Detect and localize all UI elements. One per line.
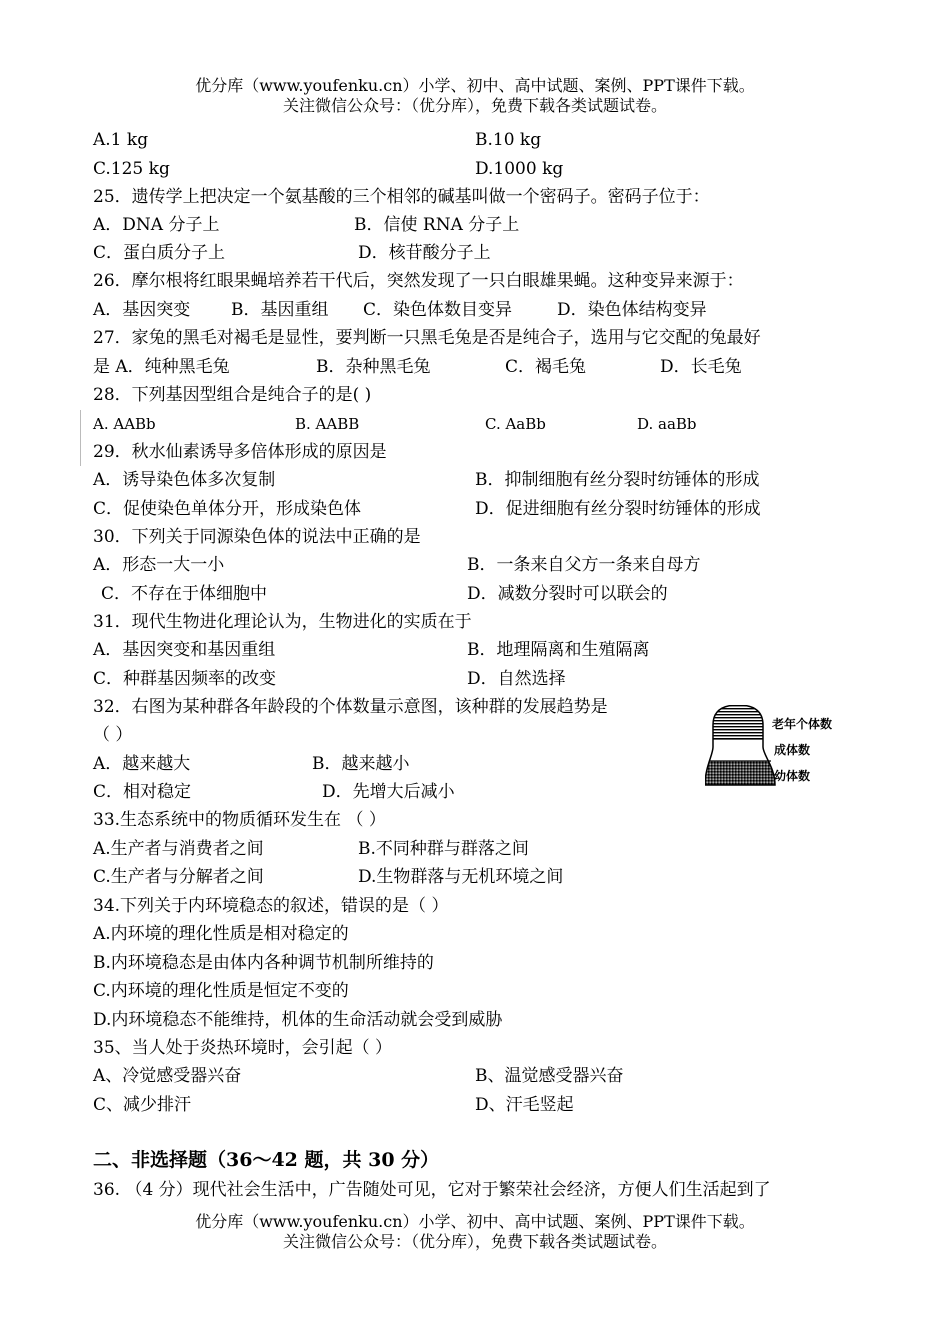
q29-option-a: A．诱导染色体多次复制 (93, 470, 276, 490)
q24-option-a: A.1 kg (93, 130, 149, 150)
q33-option-a: A.生产者与消费者之间 (93, 839, 264, 859)
pyramid-shape (705, 705, 777, 787)
q32-answer-paren: （ ） (93, 725, 133, 745)
q27-stem: 27．家兔的黑毛对褐毛是显性，要判断一只黑毛兔是否是纯合子，选用与它交配的兔最好 (93, 328, 761, 348)
q35-option-a: A、冷觉感受器兴奋 (93, 1066, 242, 1086)
pyramid-label-young: 幼体数 (774, 769, 811, 783)
q29-option-c: C．促使染色单体分开，形成染色体 (93, 499, 362, 519)
q26-option-a: A．基因突变 (93, 300, 191, 320)
q24-option-c: C.125 kg (93, 159, 170, 179)
q35-option-b: B、温觉感受器兴奋 (475, 1066, 624, 1086)
q31-option-c: C．种群基因频率的改变 (93, 669, 277, 689)
q24-option-d: D.1000 kg (475, 159, 564, 179)
q29-option-d: D．促进细胞有丝分裂时纺锤体的形成 (475, 499, 761, 519)
page-header-line1: 优分库（www.youfenku.cn）小学、初中、高中试题、案例、PPT课件下载。 (195, 76, 755, 95)
page-header-line2: 关注微信公众号：（优分库），免费下载各类试题试卷。 (282, 96, 667, 115)
q26-option-d: D．染色体结构变异 (557, 300, 707, 320)
q34-option-a: A.内环境的理化性质是相对稳定的 (93, 924, 349, 944)
q29-stem: 29．秋水仙素诱导多倍体形成的原因是 (93, 442, 387, 462)
section-2-title: 二、非选择题（36～42 题，共 30 分） (93, 1149, 440, 1171)
q32-option-c: C．相对稳定 (93, 782, 192, 802)
pyramid-young-layer (705, 761, 777, 787)
q25-option-d: D．核苷酸分子上 (358, 243, 491, 263)
q25-option-c: C．蛋白质分子上 (93, 243, 226, 263)
q32-stem: 32．右图为某种群各年龄段的个体数量示意图，该种群的发展趋势是 (93, 697, 608, 717)
q33-stem: 33.生态系统中的物质循环发生在 （ ） (93, 810, 386, 830)
q32-option-b: B．越来越小 (312, 754, 410, 774)
q35-stem: 35、当人处于炎热环境时，会引起（ ） (93, 1038, 393, 1058)
q34-stem: 34.下列关于内环境稳态的叙述，错误的是（ ） (93, 896, 449, 916)
page-footer-line1: 优分库（www.youfenku.cn）小学、初中、高中试题、案例、PPT课件下载。 (195, 1212, 755, 1231)
q35-option-c: C、减少排汗 (93, 1095, 192, 1115)
age-pyramid-figure (705, 705, 865, 787)
q31-option-a: A．基因突变和基因重组 (93, 640, 276, 660)
q32-option-d: D．先增大后减小 (322, 782, 455, 802)
q25-stem: 25．遗传学上把决定一个氨基酸的三个相邻的碱基叫做一个密码子。密码子位于： (93, 187, 710, 207)
pyramid-label-adult: 成体数 (774, 743, 811, 757)
q31-stem: 31．现代生物进化理论认为，生物进化的实质在于 (93, 612, 472, 632)
page-footer-line2: 关注微信公众号：（优分库），免费下载各类试题试卷。 (282, 1232, 667, 1251)
q27-option-c: C．褐毛兔 (505, 357, 587, 377)
q28-option-b: B. AABB (295, 415, 360, 433)
q28-option-c: C. AaBb (485, 415, 546, 433)
q25-option-b: B．信使 RNA 分子上 (354, 215, 520, 235)
q34-option-d: D.内环境稳态不能维持，机体的生命活动就会受到威胁 (93, 1010, 503, 1030)
q33-option-b: B.不同种群与群落之间 (358, 839, 529, 859)
q32-option-a: A．越来越大 (93, 754, 191, 774)
q35-option-d: D、汗毛竖起 (475, 1095, 574, 1115)
q28-option-a: A. AABb (93, 415, 156, 433)
q34-option-c: C.内环境的理化性质是恒定不变的 (93, 981, 349, 1001)
pyramid-old-layer (705, 705, 777, 739)
pyramid-label-old: 老年个体数 (772, 717, 833, 731)
q24-option-b: B.10 kg (475, 130, 542, 150)
q28-option-d: D. aaBb (637, 415, 697, 433)
q30-option-c: C．不存在于体细胞中 (101, 584, 268, 604)
q27-option-d: D．长毛兔 (660, 357, 742, 377)
q30-option-d: D．减数分裂时可以联会的 (467, 584, 668, 604)
q33-option-c: C.生产者与分解者之间 (93, 867, 264, 887)
q30-stem: 30．下列关于同源染色体的说法中正确的是 (93, 527, 421, 547)
q25-option-a: A．DNA 分子上 (93, 215, 220, 235)
q31-option-b: B．地理隔离和生殖隔离 (467, 640, 650, 660)
q27-option-b: B．杂种黑毛兔 (316, 357, 431, 377)
q26-stem: 26．摩尔根将红眼果蝇培养若干代后，突然发现了一只白眼雄果蝇。这种变异来源于： (93, 271, 744, 291)
q33-option-d: D.生物群落与无机环境之间 (358, 867, 564, 887)
q26-option-b: B．基因重组 (231, 300, 329, 320)
q36-stem: 36. （4 分）现代社会生活中，广告随处可见，它对于繁荣社会经济，方便人们生活起到了 (93, 1180, 771, 1200)
q28-stem: 28．下列基因型组合是纯合子的是( ) (93, 385, 372, 405)
q26-option-c: C．染色体数目变异 (363, 300, 513, 320)
q27-option-a: 是 A．纯种黑毛兔 (93, 357, 230, 377)
q30-option-b: B．一条来自父方一条来自母方 (467, 555, 701, 575)
q31-option-d: D．自然选择 (467, 669, 566, 689)
q34-option-b: B.内环境稳态是由体内各种调节机制所维持的 (93, 953, 434, 973)
q29-option-b: B．抑制细胞有丝分裂时纺锤体的形成 (475, 470, 760, 490)
q30-option-a: A．形态一大一小 (93, 555, 225, 575)
margin-rule (80, 410, 81, 466)
